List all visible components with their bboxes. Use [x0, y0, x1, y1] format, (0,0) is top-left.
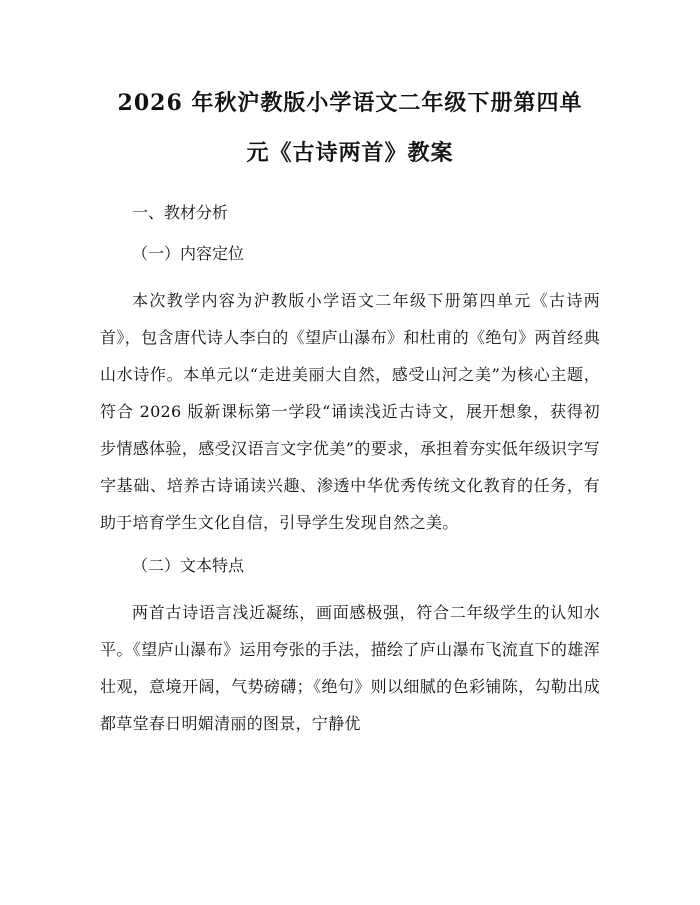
subsection-heading-text-features: （二）文本特点: [132, 556, 245, 575]
document-title: [100, 78, 600, 178]
title-line-1: 2026 年秋沪教版小学语文二年级下册第四单: [117, 90, 583, 116]
paragraph-content-positioning: 本次教学内容为沪教版小学语文二年级下册第四单元《古诗两首》，包含唐代诗人李白的《望庐山瀑布》和杜甫的《绝句》两首经典山水诗作。本单元以“走进美丽大自然，感受山河之美”为核心主题，符合 2026 版新课标第一学段“诵读浅近古诗文，展开想象，获得初步情感体验，感受汉语言文字优美”的要求，承担着夯实低年级识字写字基础、培养古诗诵读兴趣、渗透中华优秀传统文化教育的任务，有助于培育学生文化自信，引导学生发现自然之美。: [100, 291, 600, 532]
paragraph-text-features: 两首古诗语言浅近凝练，画面感极强，符合二年级学生的认知水平。《望庐山瀑布》运用夸张的手法，描绘了庐山瀑布飞流直下的雄浑壮观，意境开阔，气势磅礴；《绝句》则以细腻的色彩铺陈，勾勒出成都草堂春日明媚清丽的图景，宁静优: [100, 603, 600, 733]
section-heading-textbook-analysis: 一、教材分析: [132, 203, 229, 222]
title-line-2: 元《古诗两首》教案: [246, 140, 454, 166]
subsection-heading-content-positioning: （一）内容定位: [132, 244, 245, 263]
